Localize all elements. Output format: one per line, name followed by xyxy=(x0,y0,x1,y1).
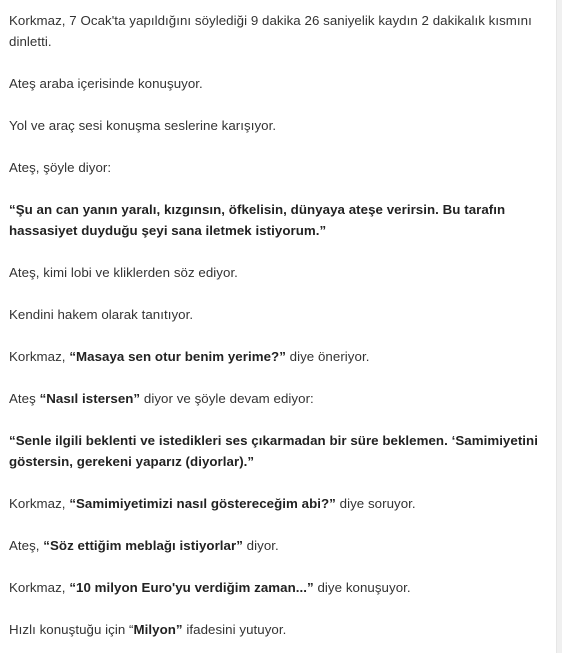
speaker-text: Ateş xyxy=(9,391,40,406)
paragraph-text: diyor ve şöyle devam ediyor: xyxy=(140,391,314,406)
paragraph-text: diye soruyor. xyxy=(335,496,416,511)
paragraph xyxy=(9,346,549,367)
paragraph-text: Yol ve araç sesi konuşma seslerine karışıyor. xyxy=(9,118,277,133)
quote-text: “Samimiyetimizi nasıl göstereceğim abi?” xyxy=(69,496,336,511)
quote-paragraph xyxy=(9,430,549,472)
quote-text: “Masaya sen otur benim yerime?” xyxy=(69,349,286,364)
paragraph xyxy=(9,115,549,136)
paragraph-text: Korkmaz, 7 Ocak'ta yapıldığını söylediği 9 dakika 26 saniyelik kaydın 2 dakikalık kısmını dinletti. xyxy=(9,13,532,49)
quote-text: “Söz ettiğim meblağı istiyorlar” xyxy=(43,538,243,553)
paragraph-text: diye konuşuyor. xyxy=(313,580,411,595)
vertical-scrollbar[interactable] xyxy=(556,0,562,653)
quote-text: “Senle ilgili beklenti ve istedikleri ses çıkarmadan bir süre beklemen. ‘Samimiyetini göstersin, gerekeni yaparız (diyorlar).” xyxy=(9,433,538,469)
article-body xyxy=(9,10,549,661)
paragraph xyxy=(9,577,549,598)
paragraph xyxy=(9,388,549,409)
speaker-text: Korkmaz, xyxy=(9,496,70,511)
paragraph-text: diyor. xyxy=(242,538,279,553)
speaker-text: Korkmaz, xyxy=(9,580,70,595)
paragraph-text: Ateş, şöyle diyor: xyxy=(9,160,112,175)
quote-text: “10 milyon Euro'yu verdiğim zaman...” xyxy=(69,580,314,595)
paragraph-text: Kendini hakem olarak tanıtıyor. xyxy=(9,307,194,322)
quote-paragraph xyxy=(9,199,549,241)
speaker-text: Korkmaz, xyxy=(9,349,70,364)
paragraph xyxy=(9,157,549,178)
paragraph-text: Ateş, kimi lobi ve kliklerden söz ediyor. xyxy=(9,265,238,280)
quote-text: “Nasıl istersen” xyxy=(39,391,141,406)
paragraph xyxy=(9,619,549,640)
paragraph xyxy=(9,10,549,52)
quote-text: Milyon” xyxy=(133,622,183,637)
paragraph xyxy=(9,535,549,556)
paragraph xyxy=(9,73,549,94)
quote-text: “Şu an can yanın yaralı, kızgınsın, öfkelisin, dünyaya ateşe verirsin. Bu tarafın hassasiyet duyduğu şeyi sana iletmek istiyorum.” xyxy=(9,202,506,238)
paragraph xyxy=(9,262,549,283)
paragraph xyxy=(9,493,549,514)
speaker-text: Ateş, xyxy=(9,538,44,553)
paragraph-text: diye öneriyor. xyxy=(285,349,370,364)
paragraph-text: Ateş araba içerisinde konuşuyor. xyxy=(9,76,203,91)
paragraph-text: Hızlı konuştuğu için “ xyxy=(9,622,134,637)
paragraph-text: ifadesini yutuyor. xyxy=(182,622,287,637)
paragraph xyxy=(9,304,549,325)
